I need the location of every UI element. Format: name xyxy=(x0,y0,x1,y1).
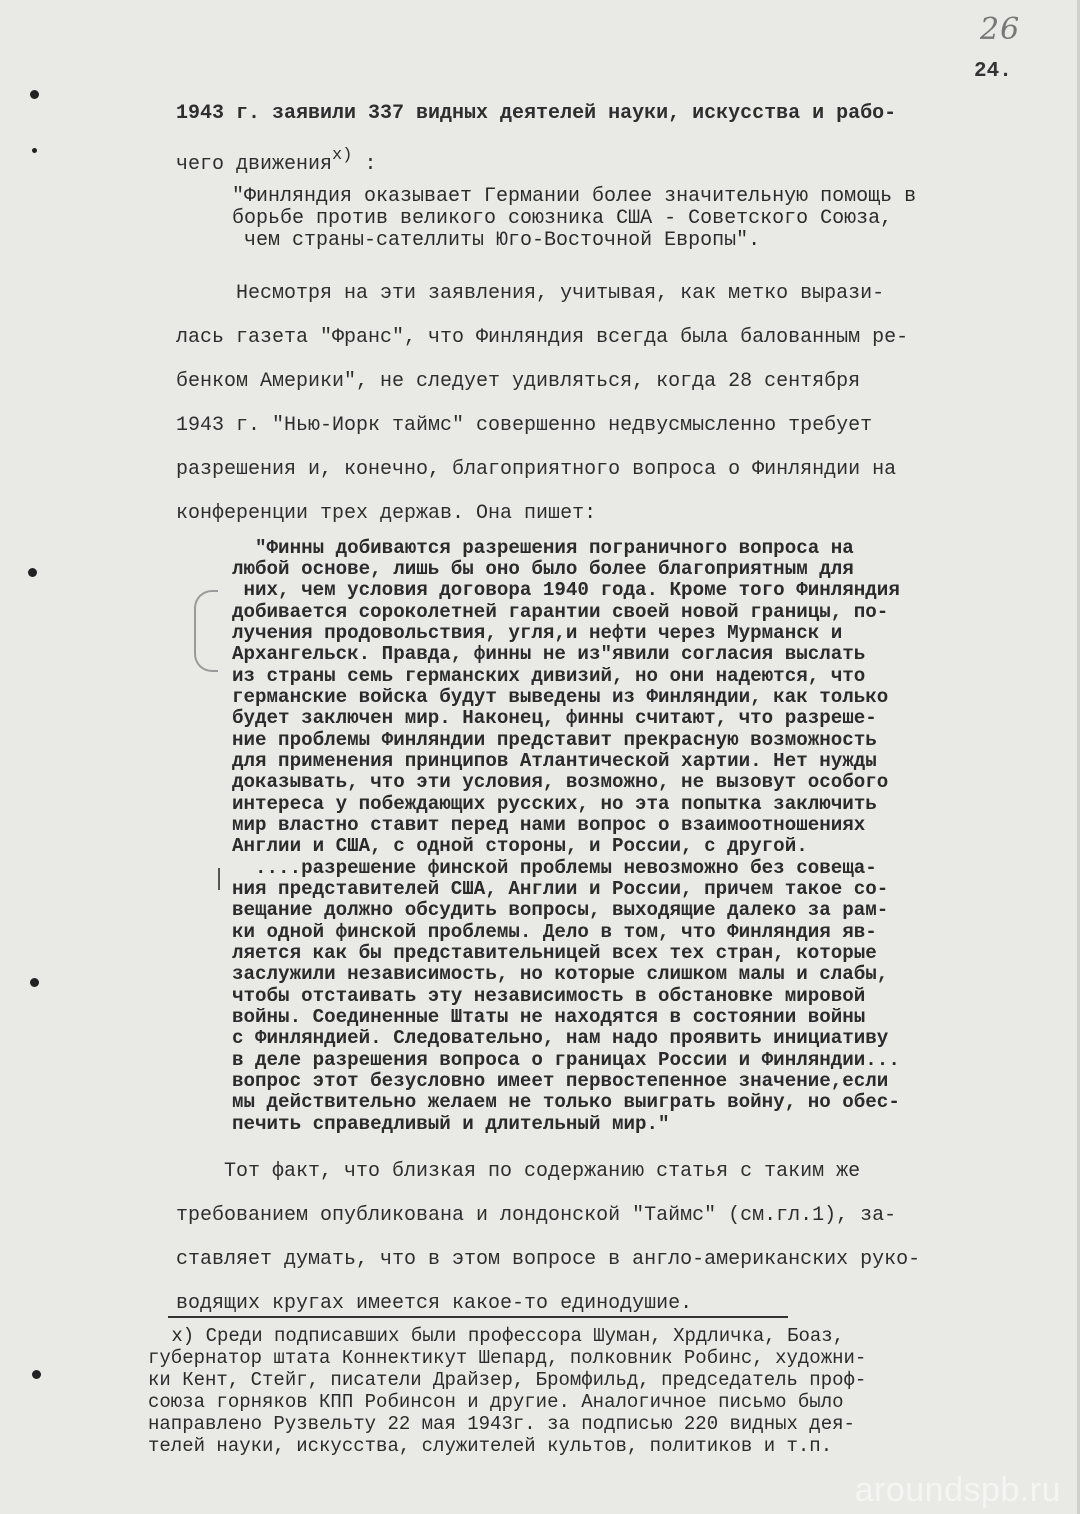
para2-line: бенком Америки", не следует удивляться, когда 28 сентября xyxy=(176,370,861,393)
para3-line: требованием опубликована и лондонской "Таймс" (см.гл.1), за- xyxy=(176,1204,897,1227)
quote2-line: ки одной финской проблемы. Дело в том, что Финляндия яв- xyxy=(232,921,877,943)
quote2-line: в деле разрешения вопроса о границах России и Финляндии... xyxy=(232,1049,900,1071)
para3-line: ставляет думать, что в этом вопросе в англо-американских руко- xyxy=(176,1248,921,1271)
quote2-line: добивается сороколетней гарантии своей новой границы, по- xyxy=(232,601,889,623)
quote1-line: чем страны-сателлиты Юго-Восточной Европы". xyxy=(232,229,761,252)
quote2-line: мы действительно желаем не только выиграть войну, но обес- xyxy=(232,1091,900,1113)
handwritten-page-number: 26 xyxy=(980,12,1021,47)
site-watermark: aroundspb.ru xyxy=(854,1471,1061,1509)
quote2-line: ние проблемы Финляндии представит прекрасную возможность xyxy=(232,729,877,751)
intro-line-1: 1943 г. заявили 337 видных деятелей науки, искусства и рабо- xyxy=(176,102,897,125)
quote2-line: вещание должно обсудить вопросы, выходящие далеко за рам- xyxy=(232,899,889,921)
para2-line: лась газета "Франс", что Финляндия всегда была балованным ре- xyxy=(176,326,909,349)
quote2-line: доказывать, что эти условия, возможно, не вызовут особого xyxy=(232,771,889,793)
quote2-line: ния представителей США, Англии и России, причем такое со- xyxy=(232,878,889,900)
margin-bracket-mark xyxy=(194,590,218,672)
quote2-line: войны. Соединенные Штаты не находятся в состоянии войны xyxy=(232,1006,866,1028)
quote2-line: Англии и США, с одной стороны, и России, с другой. xyxy=(232,835,808,857)
punch-hole xyxy=(30,90,39,99)
intro-line-2-text: чего движения xyxy=(176,153,333,176)
footnote-line: ки Кент, Стейг, писатели Драйзер, Бромфильд, председатель проф- xyxy=(148,1369,867,1391)
footnote-line: x) Среди подписавших были профессора Шуман, Хрдличка, Боаз, xyxy=(160,1325,845,1347)
para2-line: 1943 г. "Нью-Иорк таймс" совершенно недвусмысленно требует xyxy=(176,414,873,437)
punch-hole xyxy=(30,978,39,987)
punch-hole xyxy=(32,148,37,153)
quote2-line: ....разрешение финской проблемы невозможно без совеща- xyxy=(232,857,877,879)
footnote-line: телей науки, искусства, служителей культов, политиков и т.п. xyxy=(148,1435,833,1457)
quote2-line: ляется как бы представительницей всех тех стран, которые xyxy=(232,942,877,964)
para3-line: водящих кругах имеется какое-то единодушие. xyxy=(176,1292,693,1315)
para2-line: Несмотря на эти заявления, учитывая, как метко вырази- xyxy=(176,282,885,305)
footnote-line: направлено Рузвельту 22 мая 1943г. за подписью 220 видных дея- xyxy=(148,1413,855,1435)
quote2-line: "Финны добиваются разрешения пограничного вопроса на xyxy=(232,537,854,559)
quote2-line: для применения принципов Атлантической хартии. Нет нужды xyxy=(232,750,877,772)
quote2-line: интереса у побеждающих русских, но эта попытка заключить xyxy=(232,793,877,815)
punch-hole xyxy=(28,568,37,577)
quote2-line: германские войска будут выведены из Финляндии, как только xyxy=(232,686,889,708)
quote2-line: вопрос этот безусловно имеет первостепенное значение,если xyxy=(232,1070,889,1092)
footnote-line: губернатор штата Коннектикут Шепард, полковник Робинс, художни- xyxy=(148,1347,867,1369)
margin-tick-mark xyxy=(218,868,220,890)
quote2-line: лучения продовольствия, угля,и нефти через Мурманск и xyxy=(232,622,843,644)
para2-line: конференции трех держав. Она пишет: xyxy=(176,502,597,525)
quote2-line: чтобы отстаивать эту независимость в обстановке мировой xyxy=(232,985,866,1007)
footnote-mark: x) xyxy=(332,146,353,165)
para2-line: разрешения и, конечно, благоприятного вопроса о Финляндии на xyxy=(176,458,897,481)
quote2-line: из страны семь германских дивизий, но они надеются, что xyxy=(232,665,866,687)
quote2-line: с Финляндией. Следовательно, нам надо проявить инициативу xyxy=(232,1027,889,1049)
quote1-line: "Финляндия оказывает Германии более значительную помощь в xyxy=(232,185,917,208)
punch-hole xyxy=(32,1370,41,1379)
quote2-line: мир властно ставит перед нами вопрос о взаимоотношениях xyxy=(232,814,866,836)
quote2-line: заслужили независимость, но которые слишком малы и слабы, xyxy=(232,963,889,985)
intro-line-2-end: : xyxy=(352,153,377,176)
quote2-line: Архангельск. Правда, финны не из"явили согласия выслать xyxy=(232,643,866,665)
para3-line: Тот факт, что близкая по содержанию статья с таким же xyxy=(176,1160,861,1183)
quote2-line: печить справедливый и длительный мир." xyxy=(232,1113,670,1135)
footnote-divider xyxy=(168,1316,788,1318)
quote2-line: будет заключен мир. Наконец, финны считают, что разреше- xyxy=(232,707,877,729)
page-number: 24. xyxy=(974,60,1012,83)
footnote-line: союза горняков КПП Робинсон и другие. Аналогичное письмо было xyxy=(148,1391,844,1413)
quote2-line: них, чем условия договора 1940 года. Кроме того Финляндия xyxy=(232,579,900,601)
quote1-line: борьбе против великого союзника США - Советского Союза, xyxy=(232,207,893,230)
intro-line-2 xyxy=(176,134,376,187)
quote2-line: любой основе, лишь бы оно было более благоприятным для xyxy=(232,558,854,580)
